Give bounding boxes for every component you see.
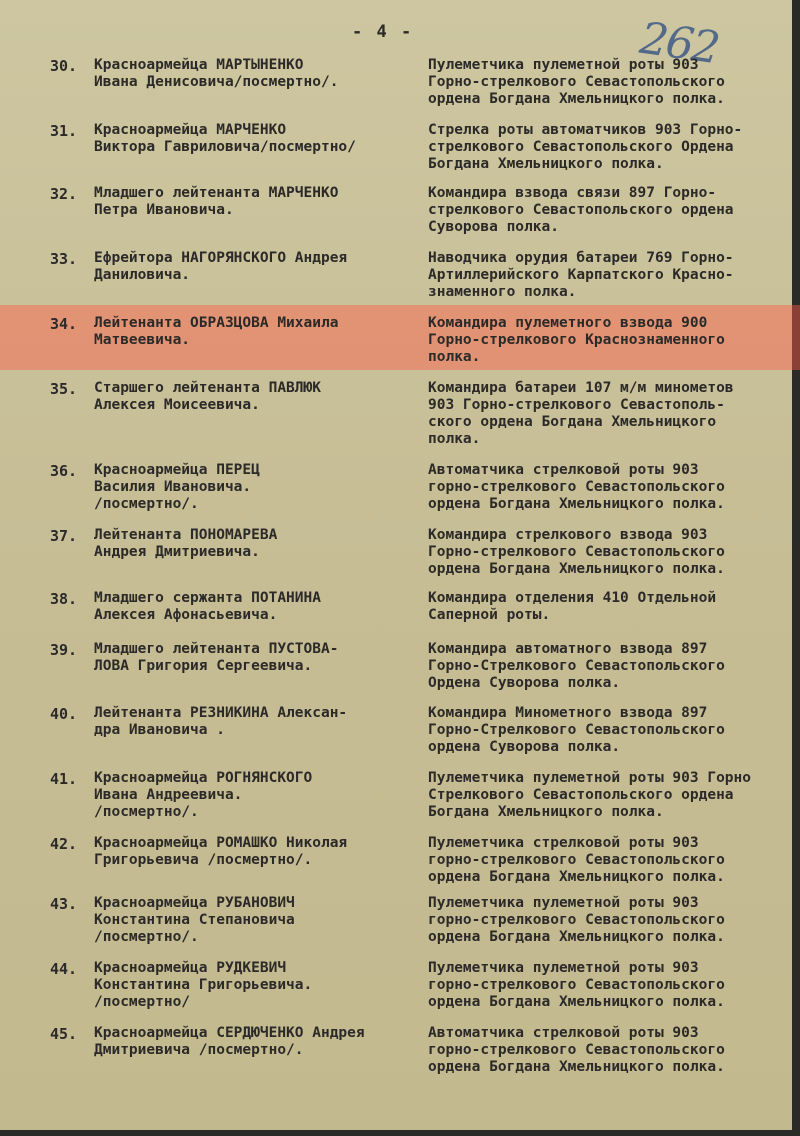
entry-position: Командира батареи 107 м/м минометов 903 Горно-стрелкового Севастополь- ского ордена Богдана Хмельницкого полка. [428,380,734,447]
entry-name: Лейтенанта ОБРАЗЦОВА Михаила Матвеевича. [94,315,339,348]
entry-position: Командира взвода связи 897 Горно- стрелкового Севастопольского ордена Суворова полка. [428,185,734,235]
entry-position: Командира пулеметного взвода 900 Горно-стрелкового Краснознаменного полка. [428,315,725,365]
entry-name: Красноармейца РОГНЯНСКОГО Ивана Андреевича. /посмертно/. [94,770,313,820]
entry-number: 43. [50,895,78,913]
entry-name: Младшего лейтенанта МАРЧЕНКО Петра Ивановича. [94,185,339,218]
entry-number: 42. [50,835,78,853]
entry-number: 31. [50,122,78,140]
entry-position: Командира автоматного взвода 897 Горно-Стрелкового Севастопольского Ордена Суворова полка. [428,641,725,691]
entry-number: 30. [50,57,78,75]
entry-number: 37. [50,527,78,545]
entry-position: Пулеметчика пулеметной роты 903 горно-стрелкового Севастопольского ордена Богдана Хмельницкого полка. [428,960,725,1010]
entry-position: Пулеметчика пулеметной роты 903 Горно-стрелкового Севастопольского ордена Богдана Хмельницкого полка. [428,57,725,107]
entry-number: 40. [50,705,78,723]
archive-page-mark: 262 [636,12,722,75]
entry-position: Командира Минометного взвода 897 Горно-Стрелкового Севастопольского ордена Суворова полка. [428,705,725,755]
entry-position: Стрелка роты автоматчиков 903 Горно- стрелкового Севастопольского Ордена Богдана Хмельницкого полка. [428,122,743,172]
entry-number: 35. [50,380,78,398]
entry-name: Младшего лейтенанта ПУСТОВА- ЛОВА Григория Сергеевича. [94,641,339,674]
entry-name: Красноармейца МАРЧЕНКО Виктора Гавриловича/посмертно/ [94,122,356,155]
entry-name: Красноармейца РУБАНОВИЧ Константина Степановича /посмертно/. [94,895,295,945]
entry-name: Лейтенанта РЕЗНИКИНА Алексан- дра Ивановича . [94,705,348,738]
entry-number: 33. [50,250,78,268]
entry-position: Автоматчика стрелковой роты 903 горно-стрелкового Севастопольского ордена Богдана Хмельницкого полка. [428,1025,725,1075]
entry-name: Красноармейца МАРТЫНЕНКО Ивана Денисовича/посмертно/. [94,57,339,90]
entry-name: Красноармейца РУДКЕВИЧ Константина Григорьевича. /посмертно/ [94,960,313,1010]
entry-name: Ефрейтора НАГОРЯНСКОГО Андрея Даниловича. [94,250,348,283]
entry-position: Командира стрелкового взвода 903 Горно-стрелкового Севастопольского ордена Богдана Хмельницкого полка. [428,527,725,577]
entry-position: Автоматчика стрелковой роты 903 горно-стрелкового Севастопольского ордена Богдана Хмельницкого полка. [428,462,725,512]
entry-position: Пулеметчика пулеметной роты 903 Горно Стрелкового Севастопольского ордена Богдана Хмельницкого полка. [428,770,752,820]
entry-number: 39. [50,641,78,659]
entry-position: Пулеметчика пулеметной роты 903 горно-стрелкового Севастопольского ордена Богдана Хмельницкого полка. [428,895,725,945]
entry-number: 45. [50,1025,78,1043]
entry-name: Младшего сержанта ПОТАНИНА Алексея Афонасьевича. [94,590,321,623]
entry-name: Красноармейца РОМАШКО Николая Григорьевича /посмертно/. [94,835,348,868]
entry-number: 41. [50,770,78,788]
entry-name: Лейтенанта ПОНОМАРЕВА Андрея Дмитриевича. [94,527,278,560]
entry-number: 36. [50,462,78,480]
entry-name: Красноармейца ПЕРЕЦ Василия Ивановича. /посмертно/. [94,462,260,512]
entry-position: Командира отделения 410 Отдельной Саперной роты. [428,590,717,623]
entry-name: Старшего лейтенанта ПАВЛЮК Алексея Моисеевича. [94,380,321,413]
entry-number: 34. [50,315,78,333]
entry-number: 44. [50,960,78,978]
entry-number: 38. [50,590,78,608]
page-number: - 4 - [352,22,414,42]
entry-position: Пулеметчика стрелковой роты 903 горно-стрелкового Севастопольского ордена Богдана Хмельницкого полка. [428,835,725,885]
entry-position: Наводчика орудия батареи 769 Горно- Артиллерийского Карпатского Красно- знаменного полка. [428,250,734,300]
entry-name: Красноармейца СЕРДЮЧЕНКО Андрея Дмитриевича /посмертно/. [94,1025,365,1058]
entry-number: 32. [50,185,78,203]
